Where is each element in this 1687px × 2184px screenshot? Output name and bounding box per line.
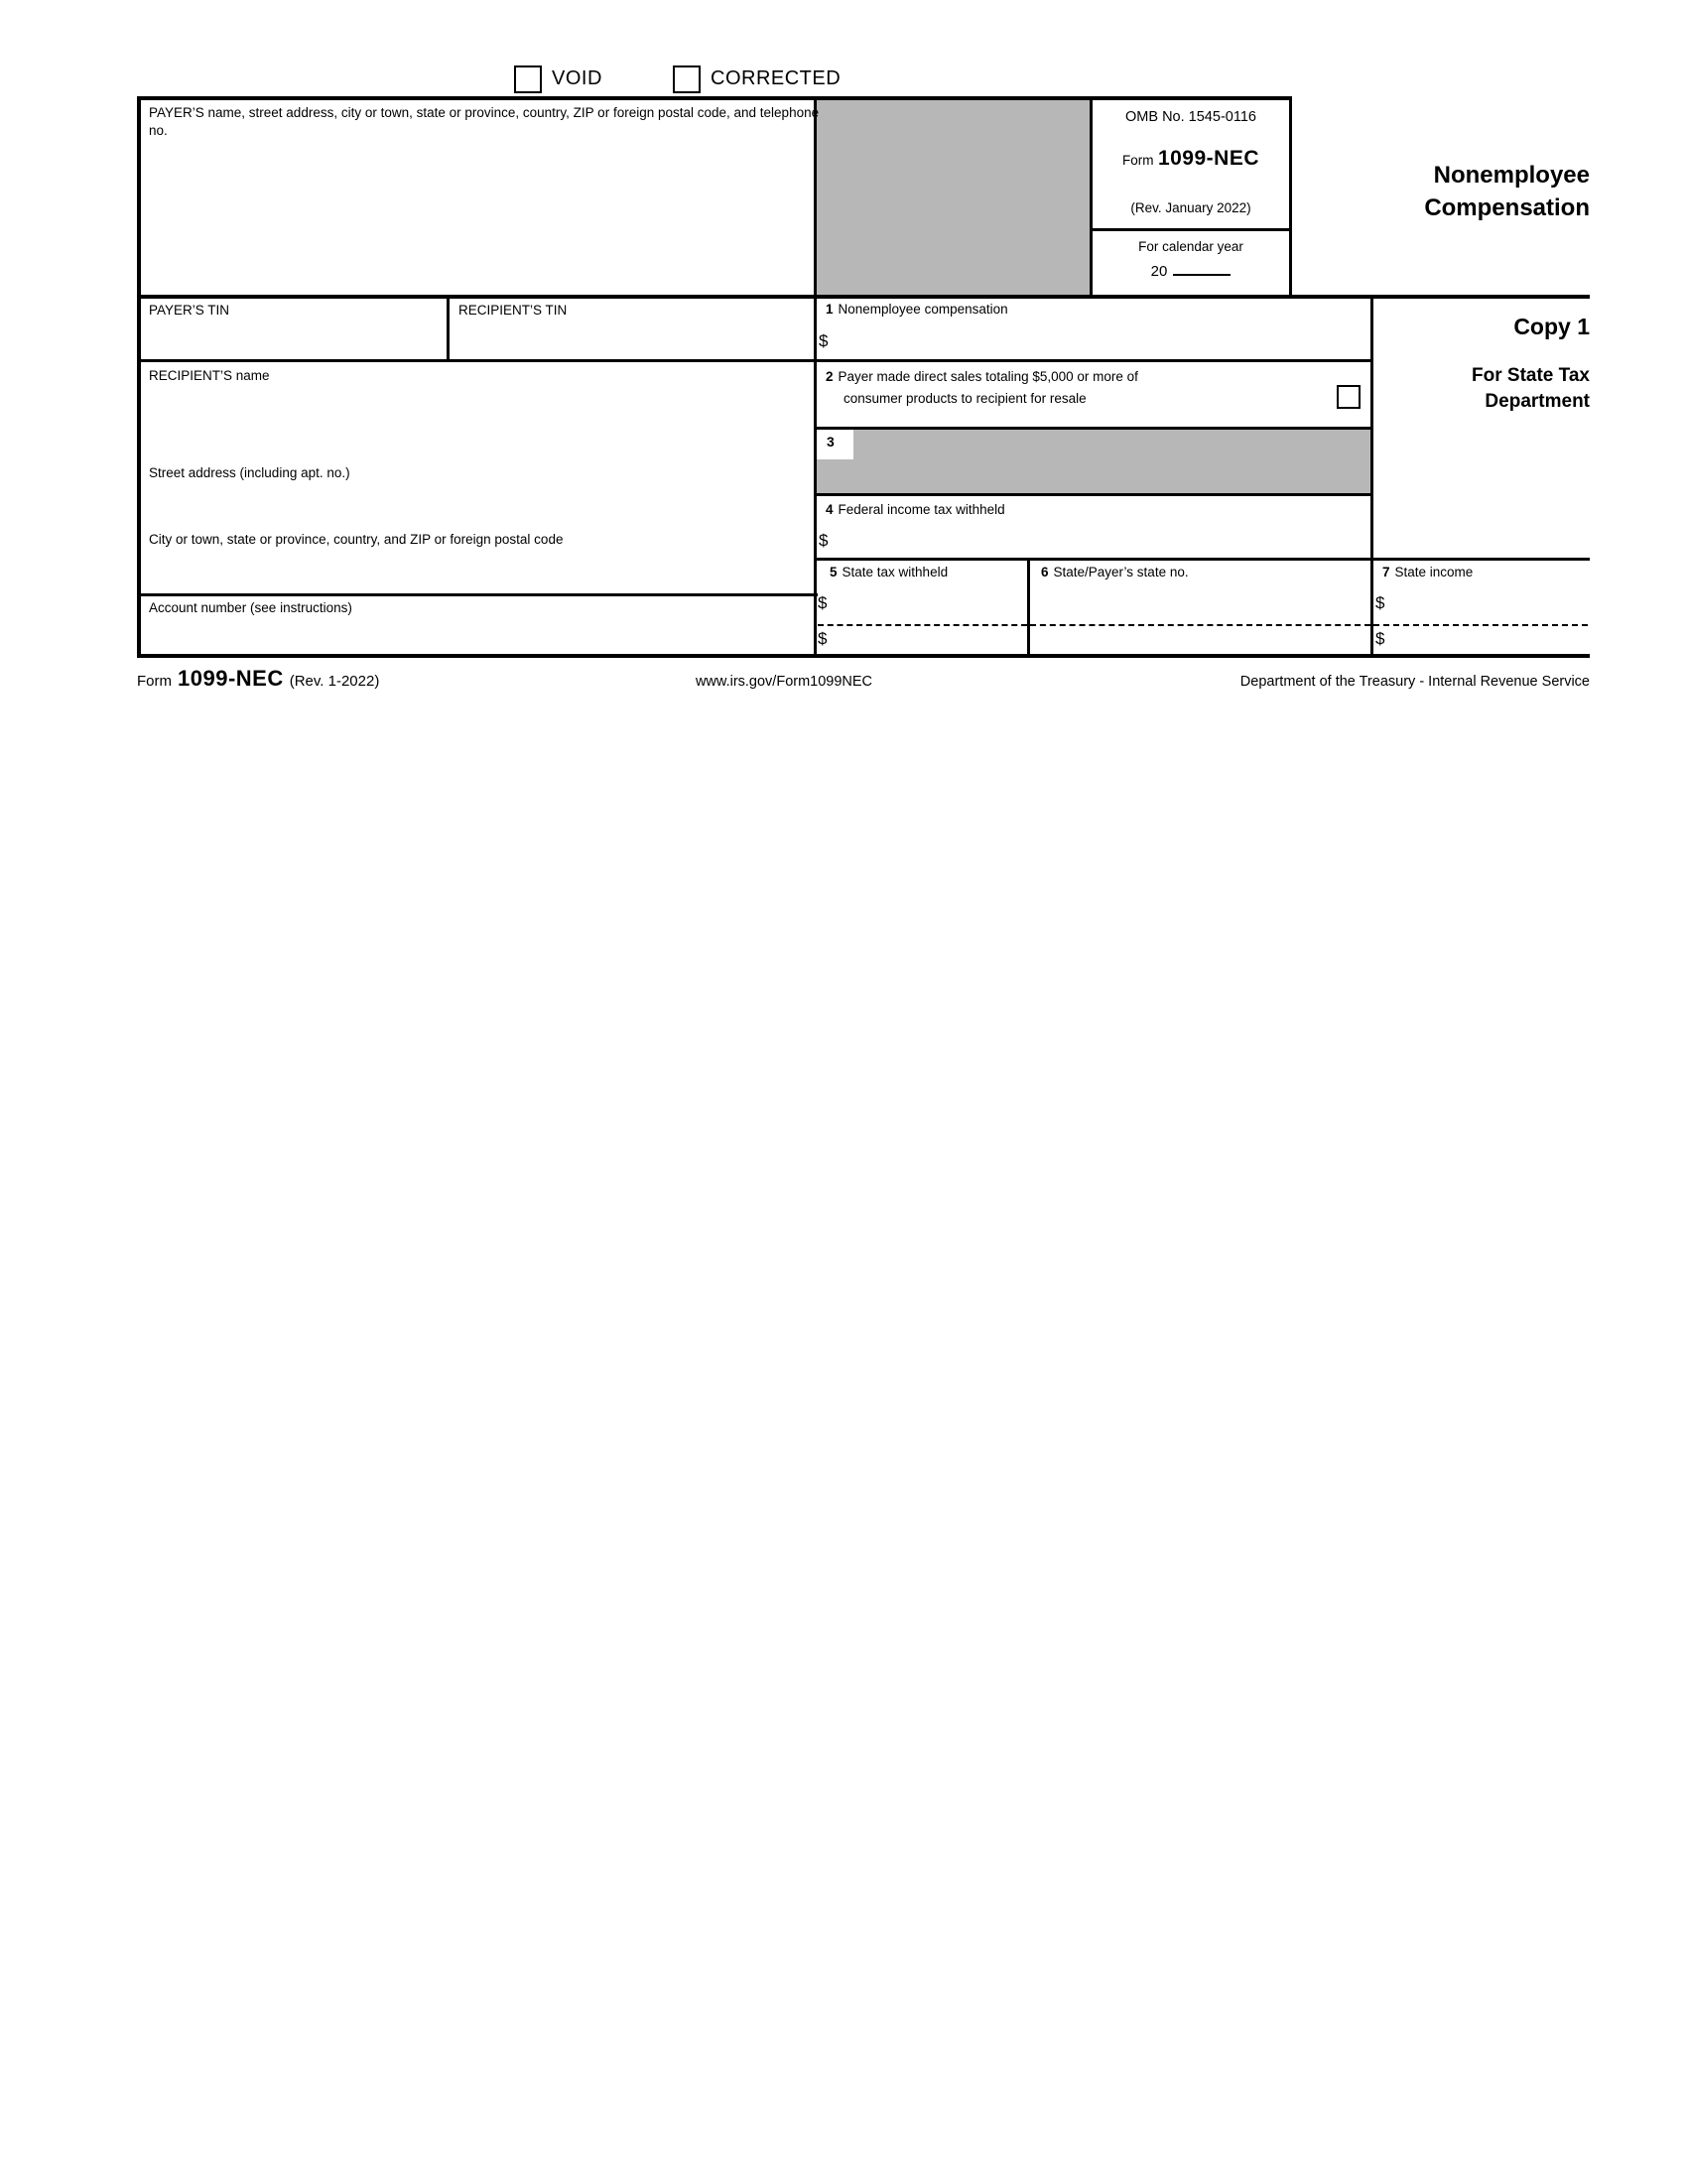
- box7-amount-top-field[interactable]: [1393, 591, 1588, 621]
- account-number-field[interactable]: [141, 620, 810, 652]
- copy-label: Copy 1: [1513, 314, 1590, 339]
- divider-line: [1370, 295, 1373, 657]
- treasury-attribution: Department of the Treasury - Internal Revenue Service: [1239, 674, 1590, 690]
- divider-line: [814, 493, 1373, 496]
- box7-dollar-sign-2: $: [1375, 629, 1385, 648]
- box6-dashed-line: [1030, 624, 1370, 626]
- divider-line: [137, 359, 1373, 362]
- divider-line: [814, 558, 1590, 561]
- city-state-zip-field[interactable]: [141, 553, 810, 590]
- divider-line: [1090, 228, 1292, 231]
- form-revision: (Rev. January 2022): [1130, 200, 1251, 215]
- box5-number: 5: [830, 565, 838, 579]
- void-label: VOID: [552, 67, 602, 89]
- omb-number: OMB No. 1545-0116: [1125, 109, 1256, 125]
- divider-line: [137, 96, 1292, 100]
- payer-info-label: PAYER’S name, street address, city or town, state or province, country, ZIP or foreign postal code, and telephone no.: [149, 105, 820, 138]
- box7-dashed-line: [1373, 624, 1588, 626]
- box3-number-square: [817, 429, 853, 459]
- calendar-year-prefix: 20: [1150, 263, 1168, 280]
- void-checkbox[interactable]: [514, 65, 542, 93]
- divider-line: [137, 593, 818, 596]
- copy-for-block: [1290, 363, 1590, 415]
- box2-label-line2: consumer products to recipient for resale: [844, 391, 1087, 406]
- box6-number: 6: [1041, 565, 1049, 579]
- recipient-tin-field[interactable]: [452, 322, 811, 356]
- form-number: 1099-NEC: [1157, 147, 1259, 170]
- payer-tin-label: PAYER’S TIN: [149, 303, 230, 318]
- box5-amount-top-field[interactable]: [836, 591, 1024, 621]
- box5-dollar-sign-1: $: [818, 593, 828, 612]
- box7-amount-bottom-field[interactable]: [1393, 627, 1588, 652]
- form-title-line1: Nonemployee: [1433, 162, 1590, 189]
- box7-dollar-sign-1: $: [1375, 593, 1385, 612]
- box2-number: 2: [826, 369, 834, 384]
- box7-label: State income: [1394, 565, 1474, 579]
- irs-url: www.irs.gov/Form1099NEC: [695, 674, 873, 690]
- box6-state-no-bottom-field[interactable]: [1034, 627, 1366, 652]
- box2-label-line1: Payer made direct sales totaling $5,000 or more of: [838, 369, 1138, 384]
- calendar-year-field[interactable]: [1173, 260, 1231, 276]
- box4-label: Federal income tax withheld: [838, 502, 1005, 517]
- footer-form-number: 1099-NEC: [178, 666, 284, 691]
- box5-label: State tax withheld: [842, 565, 949, 579]
- corrected-checkbox[interactable]: [673, 65, 701, 93]
- shaded-area-top: [817, 99, 1091, 296]
- form-title-line2: Compensation: [1424, 194, 1590, 221]
- street-address-label: Street address (including apt. no.): [149, 465, 350, 480]
- box5-dashed-line: [818, 624, 1027, 626]
- box4-number: 4: [826, 502, 834, 517]
- recipient-name-label: RECIPIENT’S name: [149, 368, 270, 383]
- divider-line: [814, 427, 1373, 430]
- box7-number: 7: [1382, 565, 1390, 579]
- city-state-zip-label: City or town, state or province, country, and ZIP or foreign postal code: [149, 532, 564, 547]
- box5-amount-bottom-field[interactable]: [836, 627, 1024, 652]
- account-number-label: Account number (see instructions): [149, 600, 352, 615]
- payer-tin-field[interactable]: [141, 322, 444, 356]
- divider-line: [1027, 558, 1030, 657]
- box6-label: State/Payer’s state no.: [1053, 565, 1189, 579]
- calendar-year-label: For calendar year: [1138, 239, 1243, 254]
- box4-amount-field[interactable]: [839, 530, 1364, 556]
- footer-form-id: [137, 666, 379, 692]
- box4-dollar-sign: $: [819, 531, 829, 550]
- recipient-tin-label: RECIPIENT’S TIN: [458, 303, 568, 318]
- box1-dollar-sign: $: [819, 331, 829, 350]
- copy-for-line1: For State Tax: [1472, 365, 1590, 386]
- box5-dollar-sign-2: $: [818, 629, 828, 648]
- copy-for-line2: Department: [1485, 391, 1590, 412]
- footer-revision: (Rev. 1-2022): [289, 673, 380, 690]
- box3-number: 3: [827, 434, 835, 450]
- street-address-field[interactable]: [141, 486, 810, 528]
- corrected-label: CORRECTED: [711, 67, 842, 89]
- box1-label: Nonemployee compensation: [838, 302, 1008, 317]
- divider-line: [814, 96, 817, 658]
- payer-info-field[interactable]: [141, 139, 812, 293]
- footer-form-word: Form: [137, 673, 172, 690]
- box1-number: 1: [826, 302, 834, 317]
- shaded-area-box3: [817, 429, 1371, 494]
- divider-line: [447, 295, 450, 362]
- box6-state-no-top-field[interactable]: [1034, 591, 1366, 621]
- form-title: [1290, 159, 1590, 224]
- recipient-name-field[interactable]: [141, 389, 810, 458]
- form-word: Form: [1121, 153, 1154, 168]
- box1-amount-field[interactable]: [839, 329, 1364, 357]
